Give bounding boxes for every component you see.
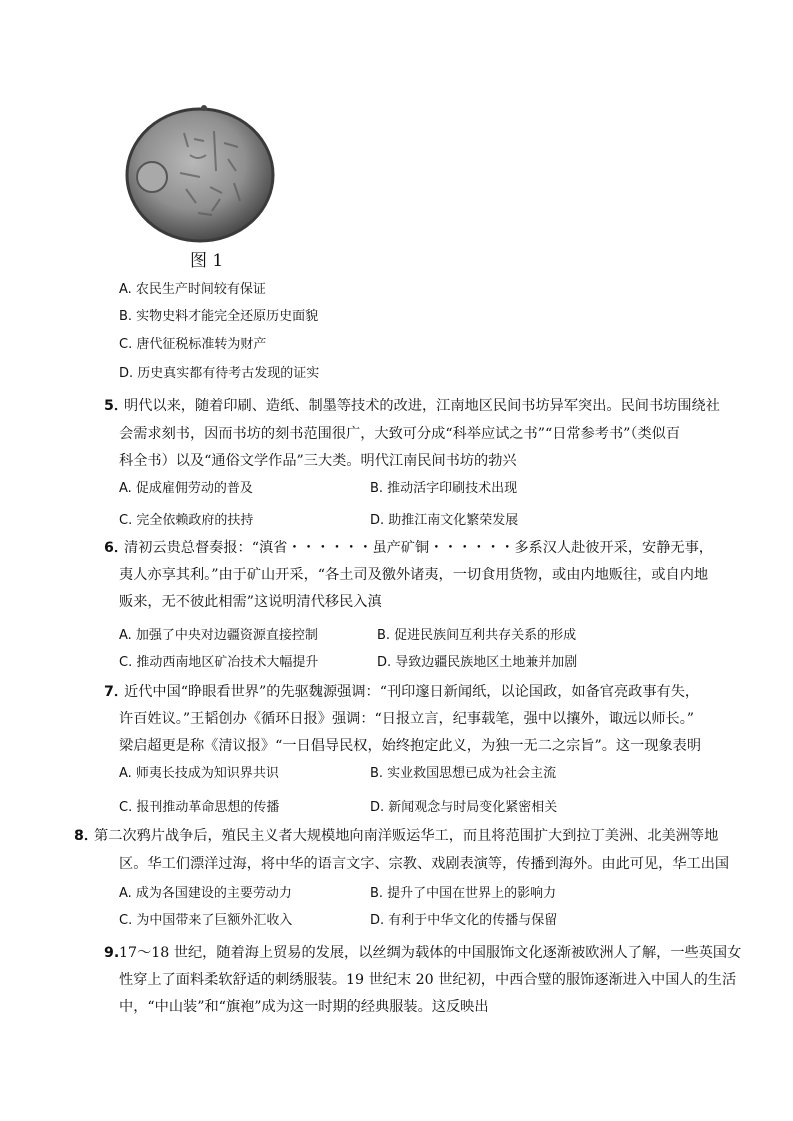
q8-number: 8． [74, 828, 99, 844]
q8-line-2: 区。华工们漂洋过海，将中华的语言文字、宗教、戏剧表演等，传播到海外。由此可见，华工出国 [119, 856, 730, 872]
q7-option-a: A. 师夷长技成为知识界共识 [119, 766, 279, 781]
q8-option-d: D. 有利于中华文化的传播与保留 [370, 913, 558, 928]
q6-option-a: A. 加强了中央对边疆资源直接控制 [119, 628, 318, 643]
q4-option-b: B. 实物史料才能完全还原历史面貌 [119, 309, 319, 324]
q6-line-3: 贩来，无不彼此相需”这说明清代移民入滇 [119, 594, 382, 610]
q9-line-2: 性穿上了面料柔软舒适的刺绣服装。19 世纪末 20 世纪初，中西合璧的服饰逐渐进入中国人的生活 [119, 972, 737, 988]
q7-option-c: C. 报刊推动革命思想的传播 [119, 800, 280, 815]
q5-line-1: 明代以来，随着印刷、造纸、制墨等技术的改进，江南地区民间书坊异军突出。民间书坊围绕社 [124, 398, 720, 414]
q6-option-c: C. 推动西南地区矿冶技术大幅提升 [119, 655, 319, 670]
q7-option-b: B. 实业救国思想已成为社会主流 [370, 766, 557, 781]
q5-option-a: A. 促成雇佣劳动的普及 [119, 481, 253, 496]
q9-number: 9. [104, 945, 120, 961]
q6-line-1: 清初云贵总督奏报：“滇省・・・・・・虽产矿铜・・・・・・多系汉人赴彼开采，安静无事， [124, 540, 713, 556]
q7-line-2: 许百姓议。”王韬创办《循环日报》强调：“日报立言，纪事载笔，强中以攘外，诹远以师长。” [119, 711, 695, 727]
q8-option-a: A. 成为各国建设的主要劳动力 [119, 886, 292, 901]
q4-option-d: D. 历史真实都有待考古发现的证实 [119, 366, 320, 381]
q6-option-b: B. 促进民族间互利共存关系的形成 [377, 628, 577, 643]
coin-artifact-image [124, 103, 276, 243]
q4-option-a: A. 农民生产时间较有保证 [119, 282, 266, 297]
q5-option-c: C. 完全依赖政府的扶持 [119, 513, 254, 528]
q5-option-d: D. 助推江南文化繁荣发展 [370, 513, 519, 528]
q5-number: 5． [104, 398, 129, 414]
q5-option-b: B. 推动活字印刷技术出现 [370, 481, 518, 496]
figure-caption: 图 1 [190, 251, 224, 271]
q6-option-d: D. 导致边疆民族地区土地兼并加剧 [377, 655, 578, 670]
q5-line-2: 会需求刻书，因而书坊的刻书范围很广，大致可分成“科举应试之书”“日常参考书”（类似百 [119, 426, 681, 442]
q5-line-3: 科全书）以及“通俗文学作品”三大类。明代江南民间书坊的勃兴 [119, 453, 517, 469]
q8-option-b: B. 提升了中国在世界上的影响力 [370, 886, 557, 901]
q7-line-1: 近代中国“睁眼看世界”的先驱魏源强调：“刊印邃日新闻纸，以论国政，如备官亮政事有失， [124, 684, 700, 700]
q7-line-3: 梁启超更是称《清议报》“一日倡导民权，始终抱定此义，为独一无二之宗旨”。这一现象表明 [119, 738, 702, 754]
q6-line-2: 夷人亦享其利。”由于矿山开采，“各土司及徼外诸夷，一切食用货物，或由内地贩往，或自内地 [119, 567, 709, 583]
q9-line-3: 中，“中山装”和“旗袍”成为这一时期的经典服装。这反映出 [119, 999, 489, 1015]
q7-option-d: D. 新闻观念与时局变化紧密相关 [370, 800, 558, 815]
q4-option-c: C. 唐代征税标准转为财产 [119, 337, 267, 352]
q8-line-1: 第二次鸦片战争后，殖民主义者大规模地向南洋贩运华工，而且将范围扩大到拉丁美洲、北美洲等地 [94, 828, 719, 844]
q7-number: 7． [104, 684, 129, 700]
q8-option-c: C. 为中国带来了巨额外汇收入 [119, 913, 293, 928]
q6-number: 6． [104, 540, 129, 556]
q9-line-1: 17～18 世纪，随着海上贸易的发展，以丝绸为载体的中国服饰文化逐渐被欧洲人了解，一些英国女 [119, 945, 742, 961]
